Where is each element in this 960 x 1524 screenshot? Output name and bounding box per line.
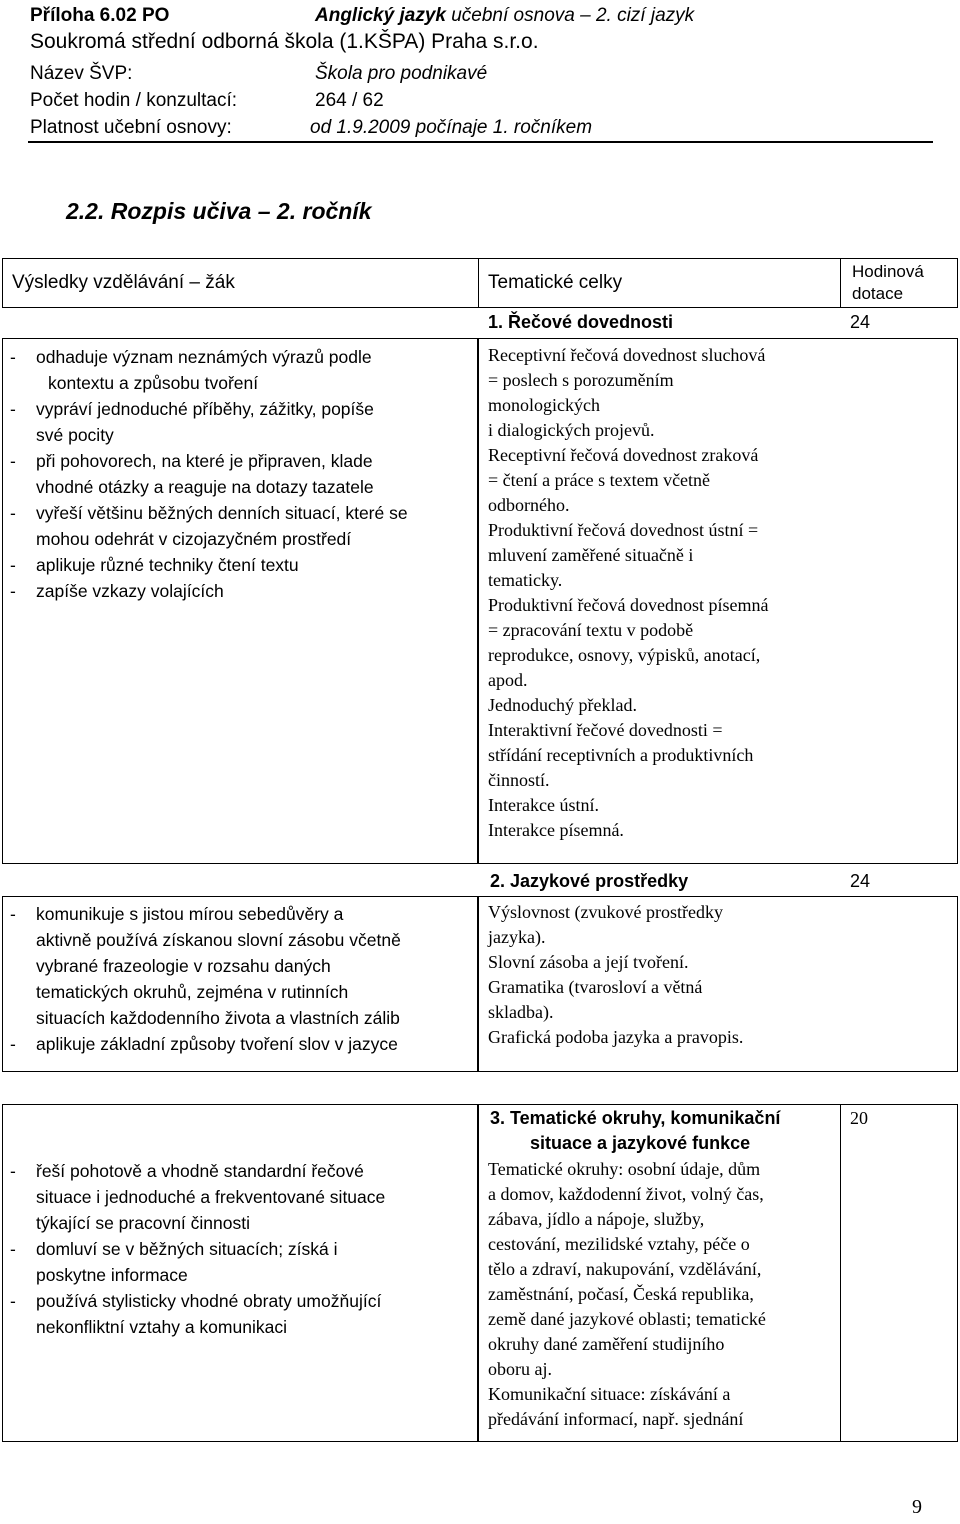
col-header-outcomes: Výsledky vzdělávání – žák [12,272,235,293]
outcome-item: - vyřeší většinu běžných denních situací, které se [0,500,408,526]
content-line: zábava, jídlo a nápoje, služby, [488,1209,705,1229]
outcome-item: poskytne informace [36,1265,188,1285]
content-line: Interakce ústní. [488,795,599,815]
content-line: i dialogických projevů. [488,420,655,440]
topic-3-title-1: 3. Tematické okruhy, komunikační [490,1108,781,1128]
outcome-item: tematických okruhů, zejména v rutinních [36,982,349,1002]
outcome-item: aktivně používá získanou slovní zásobu včetně [36,930,401,950]
content-line: odborného. [488,495,570,515]
content-list-2 [488,900,743,1050]
content-line: střídání receptivních a produktivních [488,745,754,765]
content-line: Interaktivní řečové dovednosti = [488,720,723,740]
content-list-1 [488,343,768,843]
topic-1-title: 1. Řečové dovednosti [488,312,674,332]
content-line: jazyka). [488,927,546,947]
svp-value: Škola pro podnikavé [315,63,488,84]
content-line: Výslovnost (zvukové prostředky [488,902,723,922]
svp-label: Název ŠVP: [30,63,133,84]
outcome-item: - aplikuje základní způsoby tvoření slov v jazyce [0,1031,401,1057]
content-line: okruhy dané zaměření studijního [488,1334,725,1354]
outcome-item: - používá stylisticky vhodné obraty umožňující [0,1288,385,1314]
subject-name: Anglický jazyk [315,5,446,26]
outcome-item: - domluví se v běžných situacích; získá i [0,1236,385,1262]
content-line: Produktivní řečová dovednost ústní = [488,520,759,540]
attachment-label: Příloha 6.02 PO [30,5,170,26]
content-line: Grafická podoba jazyka a pravopis. [488,1027,744,1047]
outcome-item: - aplikuje různé techniky čtení textu [0,552,408,578]
outcome-item: vhodné otázky a reaguje na dotazy tazatele [36,477,374,497]
school-name: Soukromá střední odborná škola (1.KŠPA) Praha s.r.o. [30,30,539,53]
content-line: monologických [488,395,600,415]
outcomes-list-3 [0,1158,385,1340]
content-line: Gramatika (tvarosloví a větná [488,977,703,997]
content-list-3 [488,1157,766,1432]
col-divider [840,258,841,308]
outcome-item: situace i jednoduché a frekventované situace [36,1187,386,1207]
col-header-topics: Tematické celky [488,272,623,293]
outcomes-list-1 [0,344,408,604]
content-line: zaměstnání, počasí, Česká republika, [488,1284,754,1304]
topic-2-hours: 24 [850,871,871,891]
content-line: Tematické okruhy: osobní údaje, dům [488,1159,761,1179]
content-line: = zpracování textu v podobě [488,620,694,640]
outcome-item: - odhaduje význam neznámých výrazů podle [0,344,408,370]
outcomes-list-2 [0,901,401,1057]
subject-line [315,4,694,28]
content-line: reprodukce, osnovy, výpisků, anotací, [488,645,761,665]
content-line: země dané jazykové oblasti; tematické [488,1309,766,1329]
page-number: 9 [912,1496,922,1518]
content-line: předávání informací, např. sjednání [488,1409,744,1429]
validity-label: Platnost učební osnovy: [30,117,232,138]
content-line: a domov, každodenní život, volný čas, [488,1184,764,1204]
hours-label: Počet hodin / konzultací: [30,90,238,111]
content-line: činností. [488,770,550,790]
content-line: = čtení a práce s textem včetně [488,470,711,490]
outcome-item: týkající se pracovní činnosti [36,1213,250,1233]
content-line: Jednoduchý překlad. [488,695,637,715]
content-line: Komunikační situace: získávání a [488,1384,731,1404]
outcome-item: nekonfliktní vztahy a komunikaci [36,1317,287,1337]
content-line: Slovní zásoba a její tvoření. [488,952,689,972]
topic-2-title: 2. Jazykové prostředky [490,871,689,891]
content-line: tělo a zdraví, nakupování, vzdělávání, [488,1259,762,1279]
content-line: tematicky. [488,570,563,590]
syllabus-label: učební osnova – 2. cizí jazyk [451,5,695,26]
col-divider [478,258,479,308]
content-line: oboru aj. [488,1359,552,1379]
outcome-item: kontextu a způsobu tvoření [48,373,259,393]
outcome-item: - vypráví jednoduché příběhy, zážitky, popíše [0,396,408,422]
outcome-item: vybrané frazeologie v rozsahu daných [36,956,331,976]
content-line: skladba). [488,1002,554,1022]
outcome-item: - zapíše vzkazy volajících [0,578,408,604]
topic-3-title-2: situace a jazykové funkce [530,1133,751,1153]
content-line: mluvení zaměřené situačně i [488,545,694,565]
content-line: cestování, mezilidské vztahy, péče o [488,1234,750,1254]
outcome-item: mohou odehrát v cizojazyčném prostředí [36,529,352,549]
outcome-item: - komunikuje s jistou mírou sebedůvěry a [0,901,401,927]
outcome-item: situacích každodenního života a vlastních zálib [36,1008,400,1028]
col-header-hours-2: dotace [852,284,904,303]
content-line: Produktivní řečová dovednost písemná [488,595,769,615]
header-rule [28,141,933,143]
content-line: Receptivní řečová dovednost zraková [488,445,759,465]
topic-1-hours: 24 [850,312,871,332]
outcome-item: své pocity [36,425,114,445]
content-line: Receptivní řečová dovednost sluchová [488,345,766,365]
content-line: Interakce písemná. [488,820,624,840]
hours-value: 264 / 62 [315,90,384,111]
col-header-hours-1: Hodinová [852,262,924,281]
content-line: = poslech s porozuměním [488,370,674,390]
outcome-item: - při pohovorech, na které je připraven, klade [0,448,408,474]
col-divider [840,1104,841,1442]
topic-3-hours: 20 [850,1108,868,1128]
content-line: apod. [488,670,528,690]
outcome-item: - řeší pohotově a vhodně standardní řečové [0,1158,385,1184]
section-title: 2.2. Rozpis učiva – 2. ročník [66,198,372,224]
validity-value: od 1.9.2009 počínaje 1. ročníkem [310,117,593,138]
